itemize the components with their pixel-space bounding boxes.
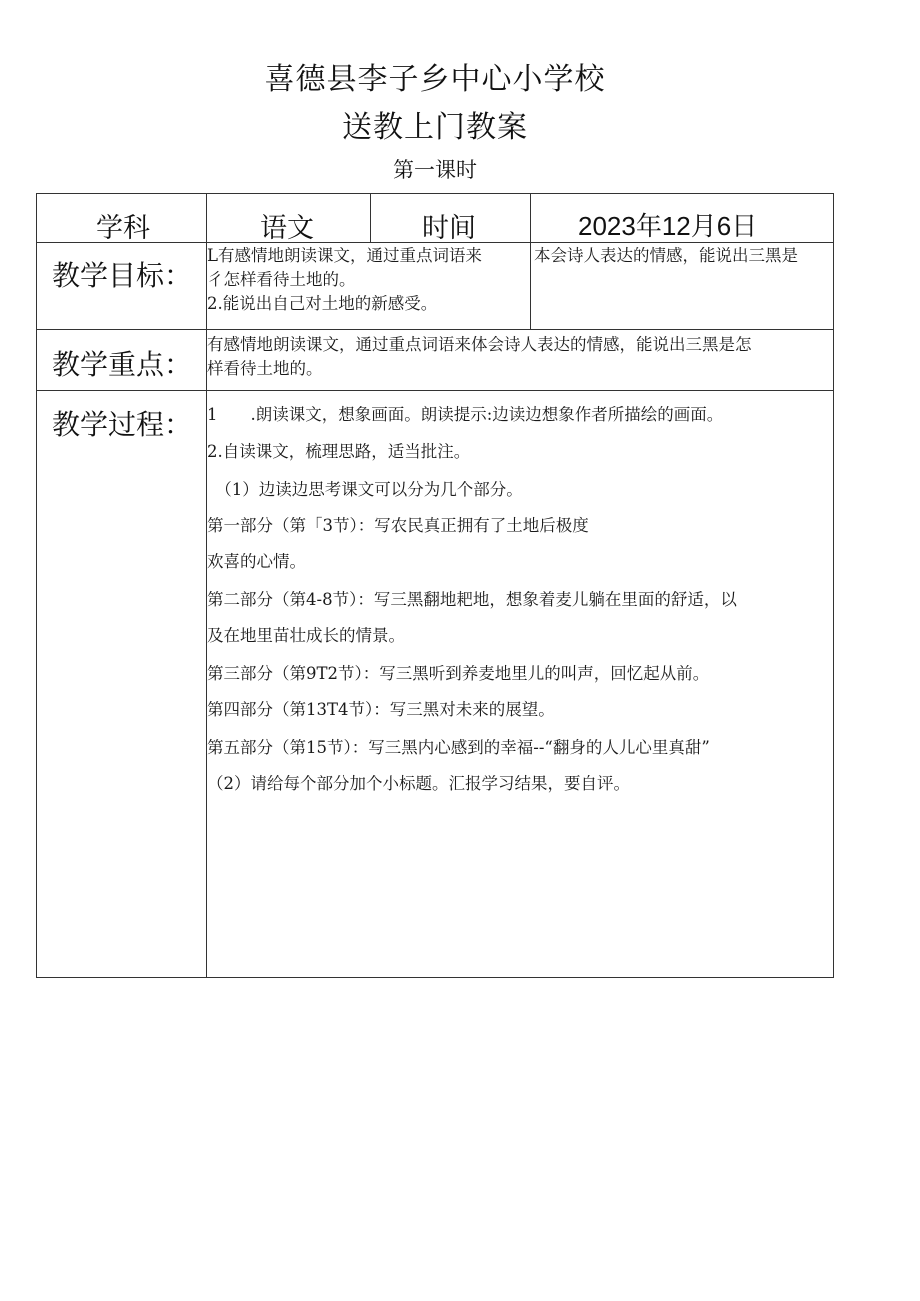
process-line: （2）请给每个部分加个小标题。汇报学习结果，要自评。 (207, 774, 630, 793)
process-line: 第五部分（第15节）：写三黑内心感到的幸福--“翻身的人儿心里真甜” (207, 738, 710, 757)
process-line: （1）边读边思考课文可以分为几个部分。 (207, 480, 523, 499)
process-line: 第二部分（第4-8节）：写三黑翻地耙地，想象着麦儿躺在里面的舒适，以 (207, 590, 737, 609)
row-divider (36, 390, 834, 391)
process-line: 第三部分（第9T2节）：写三黑听到养麦地里儿的叫声，回忆起从前。 (207, 664, 710, 683)
time-value: 2023年12月6日 (578, 211, 758, 241)
goal-line: L有感情地朗读课文，通过重点词语来 (207, 246, 482, 265)
school-name: 喜德县李子乡中心小学校 (264, 62, 606, 97)
process-line: 1 .朗读课文，想象画面。朗读提示:边读边想象作者所描绘的画面。 (207, 405, 724, 424)
lesson-period: 第一课时 (393, 158, 477, 182)
process-line: 第四部分（第13T4节）：写三黑对未来的展望。 (207, 700, 555, 719)
row-divider (36, 329, 834, 330)
subject-label: 学科 (96, 213, 150, 244)
goal-line: 彳怎样看待土地的。 (207, 270, 356, 289)
process-label: 教学过程： (52, 408, 193, 441)
process-line: 及在地里苗壮成长的情景。 (207, 626, 405, 645)
focus-label: 教学重点： (52, 348, 193, 381)
goal-line: 2.能说出自己对土地的新感受。 (207, 294, 438, 313)
focus-line: 样看待土地的。 (207, 359, 323, 378)
goal-line-continued: 本会诗人表达的情感，能说出三黑是 (534, 246, 798, 265)
subject-value: 语文 (260, 213, 314, 244)
process-line: 2.自读课文，梳理思路，适当批注。 (207, 442, 471, 461)
document-title: 送教上门教案 (342, 110, 528, 145)
column-divider (370, 193, 371, 242)
process-line: 第一部分（第「3节）：写农民真正拥有了土地后极度 (207, 516, 589, 535)
process-line: 欢喜的心情。 (207, 552, 306, 571)
column-divider (530, 193, 531, 329)
goal-label: 教学目标： (52, 259, 193, 292)
focus-line: 有感情地朗读课文，通过重点词语来体会诗人表达的情感，能说出三黑是怎 (207, 335, 752, 354)
time-label: 时间 (422, 213, 476, 244)
